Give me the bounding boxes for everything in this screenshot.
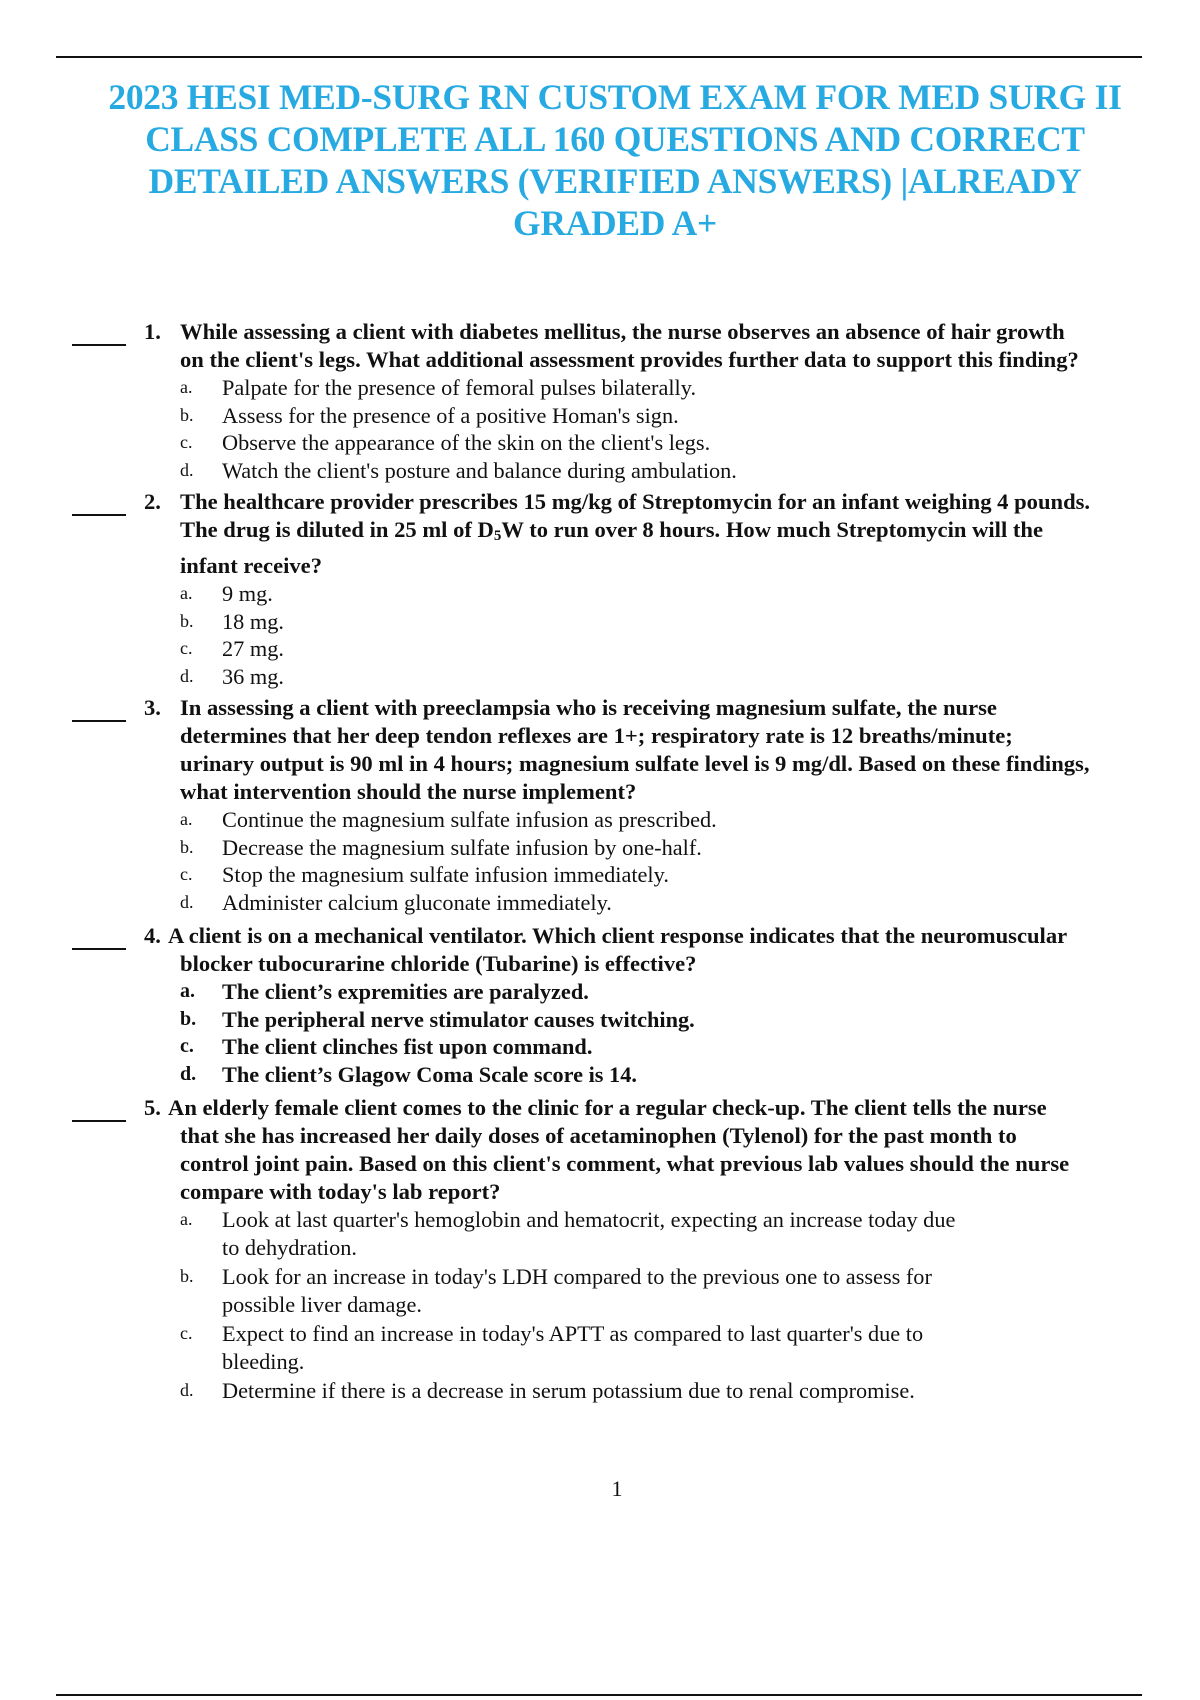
- stem-line: An elderly female client comes to the clinic for a regular check-up. The client tells the nurse: [168, 1095, 1047, 1120]
- answer-blank[interactable]: [72, 1120, 126, 1122]
- question-number: 3.: [144, 695, 161, 720]
- question-number: 4.: [144, 923, 161, 948]
- option-letter: c.: [180, 1035, 194, 1057]
- title-line: 2023 HESI MED-SURG RN CUSTOM EXAM FOR MED SURG II: [108, 77, 1122, 117]
- option-text: 18 mg.: [222, 608, 284, 634]
- option-c: [180, 635, 1160, 663]
- option-text: Assess for the presence of a positive Homan's sign.: [222, 402, 679, 428]
- answer-blank[interactable]: [72, 514, 126, 516]
- stem-line: on the client's legs. What additional assessment provides further data to support this finding?: [180, 347, 1079, 372]
- option-b: [180, 834, 1160, 862]
- option-b: [180, 1006, 1160, 1034]
- option-text: Continue the magnesium sulfate infusion as prescribed.: [222, 807, 717, 832]
- option-letter: a.: [180, 980, 195, 1002]
- option-letter: a.: [180, 377, 193, 397]
- document-title: [60, 76, 1170, 244]
- option-text: Decrease the magnesium sulfate infusion by one-half.: [222, 834, 702, 860]
- stem-line: [180, 516, 1160, 550]
- option-letter: a.: [180, 1209, 193, 1229]
- option-letter: b.: [180, 404, 194, 425]
- option-d: [180, 663, 1160, 691]
- question-stem: [144, 318, 1160, 374]
- question-stem: [144, 694, 1160, 806]
- stem-line: blocker tubocurarine chloride (Tubarine) is effective?: [180, 951, 697, 976]
- option-text: The client’s Glagow Coma Scale score is 14.: [222, 1061, 637, 1087]
- option-list: [180, 374, 1160, 484]
- option-b: [180, 1263, 1160, 1318]
- question-number: 1.: [144, 319, 161, 344]
- stem-line: The healthcare provider prescribes 15 mg/kg of Streptomycin for an infant weighing 4 pounds.: [180, 489, 1091, 514]
- stem-text: The drug is diluted in 25 ml of D: [180, 517, 494, 542]
- option-letter: c.: [180, 432, 193, 452]
- subscript: 5: [493, 528, 502, 544]
- option-text: 36 mg.: [222, 663, 284, 689]
- option-c: [180, 429, 1160, 457]
- answer-blank[interactable]: [72, 344, 126, 346]
- option-text: The peripheral nerve stimulator causes twitching.: [222, 1006, 695, 1032]
- question-number: 5.: [144, 1095, 161, 1120]
- question-number: 2.: [144, 489, 161, 514]
- option-text: [222, 1377, 992, 1405]
- question-2: [70, 488, 1160, 690]
- option-letter: c.: [180, 864, 193, 884]
- option-letter: d.: [180, 1380, 194, 1400]
- option-d: [180, 457, 1160, 485]
- option-text: [222, 1263, 992, 1318]
- option-b: [180, 402, 1160, 430]
- option-d: [180, 1061, 1160, 1089]
- question-5: [70, 1094, 1160, 1405]
- option-a: [180, 806, 1160, 834]
- option-text-line: bleeding.: [222, 1348, 305, 1374]
- option-text: 9 mg.: [222, 581, 273, 606]
- option-letter: d.: [180, 459, 194, 480]
- stem-line: In assessing a client with preeclampsia who is receiving magnesium sulfate, the nurse: [180, 695, 997, 720]
- option-d: [180, 889, 1160, 917]
- option-letter: a.: [180, 809, 193, 829]
- option-list: [180, 806, 1160, 916]
- question-1: [70, 318, 1160, 484]
- stem-text: W to run over 8 hours. How much Streptomycin will the: [501, 517, 1043, 542]
- answer-blank[interactable]: [72, 948, 126, 950]
- option-text: Watch the client's posture and balance during ambulation.: [222, 457, 737, 483]
- option-list: [180, 580, 1160, 690]
- title-line: GRADED A+: [513, 203, 717, 243]
- option-text: 27 mg.: [222, 636, 284, 661]
- option-letter: b.: [180, 836, 194, 857]
- stem-line: what intervention should the nurse implement?: [180, 779, 637, 804]
- option-text: Observe the appearance of the skin on the client's legs.: [222, 430, 711, 455]
- option-text: Palpate for the presence of femoral pulses bilaterally.: [222, 375, 697, 400]
- question-stem: [144, 1094, 1160, 1206]
- option-c: [180, 861, 1160, 889]
- option-c: [180, 1320, 1160, 1375]
- title-line: CLASS COMPLETE ALL 160 QUESTIONS AND CORRECT: [145, 119, 1085, 159]
- stem-line: While assessing a client with diabetes mellitus, the nurse observes an absence of hair growth: [180, 319, 1065, 344]
- question-list: [70, 318, 1160, 1405]
- stem-line: determines that her deep tendon reflexes are 1+; respiratory rate is 12 breaths/minute;: [180, 723, 1013, 748]
- option-text-line: Expect to find an increase in today's APTT as compared to last quarter's due to: [222, 1321, 924, 1346]
- option-text: [222, 1206, 992, 1261]
- option-text-line: Look at last quarter's hemoglobin and hematocrit, expecting an increase today due: [222, 1207, 956, 1232]
- option-text-line: possible liver damage.: [222, 1291, 422, 1317]
- option-list: [180, 978, 1160, 1088]
- option-text: Administer calcium gluconate immediately.: [222, 889, 612, 915]
- option-letter: b.: [180, 1007, 197, 1030]
- option-text-line: Determine if there is a decrease in serum potassium due to renal compromise.: [222, 1378, 915, 1403]
- option-text: The client clinches fist upon command.: [222, 1034, 593, 1059]
- option-text-line: to dehydration.: [222, 1234, 357, 1260]
- option-letter: b.: [180, 1266, 194, 1286]
- option-letter: c.: [180, 638, 193, 658]
- option-a: [180, 374, 1160, 402]
- option-a: [180, 978, 1160, 1006]
- stem-line: that she has increased her daily doses of acetaminophen (Tylenol) for the past month to: [180, 1123, 1017, 1148]
- option-list: [180, 1206, 1160, 1405]
- option-d: [180, 1377, 1160, 1405]
- option-letter: d.: [180, 665, 194, 686]
- option-letter: d.: [180, 1062, 197, 1085]
- stem-line: A client is on a mechanical ventilator. Which client response indicates that the neuromuscular: [168, 923, 1068, 948]
- stem-line: compare with today's lab report?: [180, 1179, 501, 1204]
- option-c: [180, 1033, 1160, 1061]
- question-4: [70, 922, 1160, 1088]
- answer-blank[interactable]: [72, 720, 126, 722]
- title-line: DETAILED ANSWERS (VERIFIED ANSWERS) |ALREADY: [148, 161, 1082, 201]
- option-letter: c.: [180, 1323, 193, 1343]
- option-a: [180, 1206, 1160, 1261]
- option-a: [180, 580, 1160, 608]
- option-letter: b.: [180, 610, 194, 631]
- option-letter: d.: [180, 891, 194, 912]
- question-3: [70, 694, 1160, 916]
- question-stem: [144, 922, 1160, 978]
- option-b: [180, 608, 1160, 636]
- option-text-line: Look for an increase in today's LDH compared to the previous one to assess for: [222, 1264, 932, 1289]
- page-number: 1: [611, 1476, 623, 1501]
- option-text: [222, 1320, 992, 1375]
- top-rule: [56, 56, 1142, 58]
- stem-line: urinary output is 90 ml in 4 hours; magnesium sulfate level is 9 mg/dl. Based on these findings,: [180, 751, 1090, 776]
- question-stem: [144, 488, 1160, 580]
- stem-line: infant receive?: [180, 553, 323, 578]
- bottom-rule: [56, 1694, 1142, 1696]
- option-letter: a.: [180, 583, 193, 603]
- option-text: Stop the magnesium sulfate infusion immediately.: [222, 862, 669, 887]
- option-text: The client’s expremities are paralyzed.: [222, 979, 589, 1004]
- stem-line: control joint pain. Based on this client's comment, what previous lab values should the nurse: [180, 1151, 1070, 1176]
